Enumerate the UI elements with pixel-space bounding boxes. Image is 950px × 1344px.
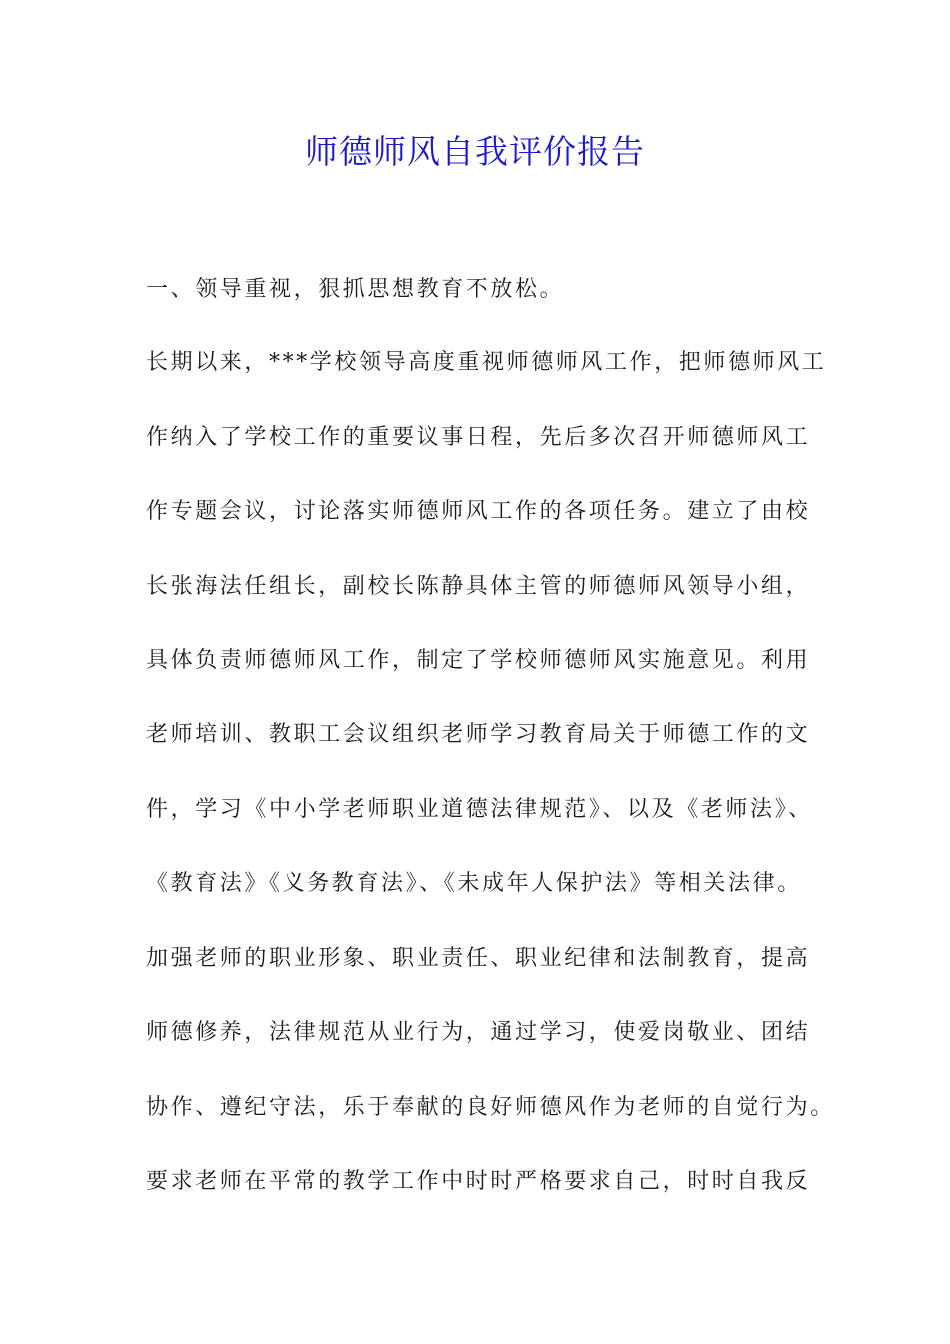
body-line: 老师培训、教职工会议组织老师学习教育局关于师德工作的文 [146,722,811,747]
document-title: 师德师风自我评价报告 [305,132,645,171]
body-line: 具体负责师德师风工作，制定了学校师德师风实施意见。利用 [146,648,811,673]
body-line: 长期以来，***学校领导高度重视师德师风工作，把师德师风工 [146,350,827,375]
section-heading: 一、领导重视，狠抓思想教育不放松。 [146,277,565,302]
body-line: 《教育法》《义务教育法》、《未成年人保护法》等相关法律。 [146,871,802,896]
body-line: 师德修养，法律规范从业行为，通过学习，使爱岗敬业、团结 [146,1020,811,1045]
body-line: 作专题会议，讨论落实师德师风工作的各项任务。建立了由校 [146,499,811,524]
body-line: 协作、遵纪守法，乐于奉献的良好师德风作为老师的自觉行为。 [146,1095,835,1120]
body-line: 长张海法任组长，副校长陈静具体主管的师德师风领导小组， [146,574,811,599]
body-line: 作纳入了学校工作的重要议事日程，先后多次召开师德师风工 [146,425,811,450]
body-line: 加强老师的职业形象、职业责任、职业纪律和法制教育，提高 [146,946,811,971]
body-line: 件，学习《中小学老师职业道德法律规范》、以及《老师法》、 [146,797,813,822]
body-line: 要求老师在平常的教学工作中时时严格要求自己，时时自我反 [146,1169,811,1194]
